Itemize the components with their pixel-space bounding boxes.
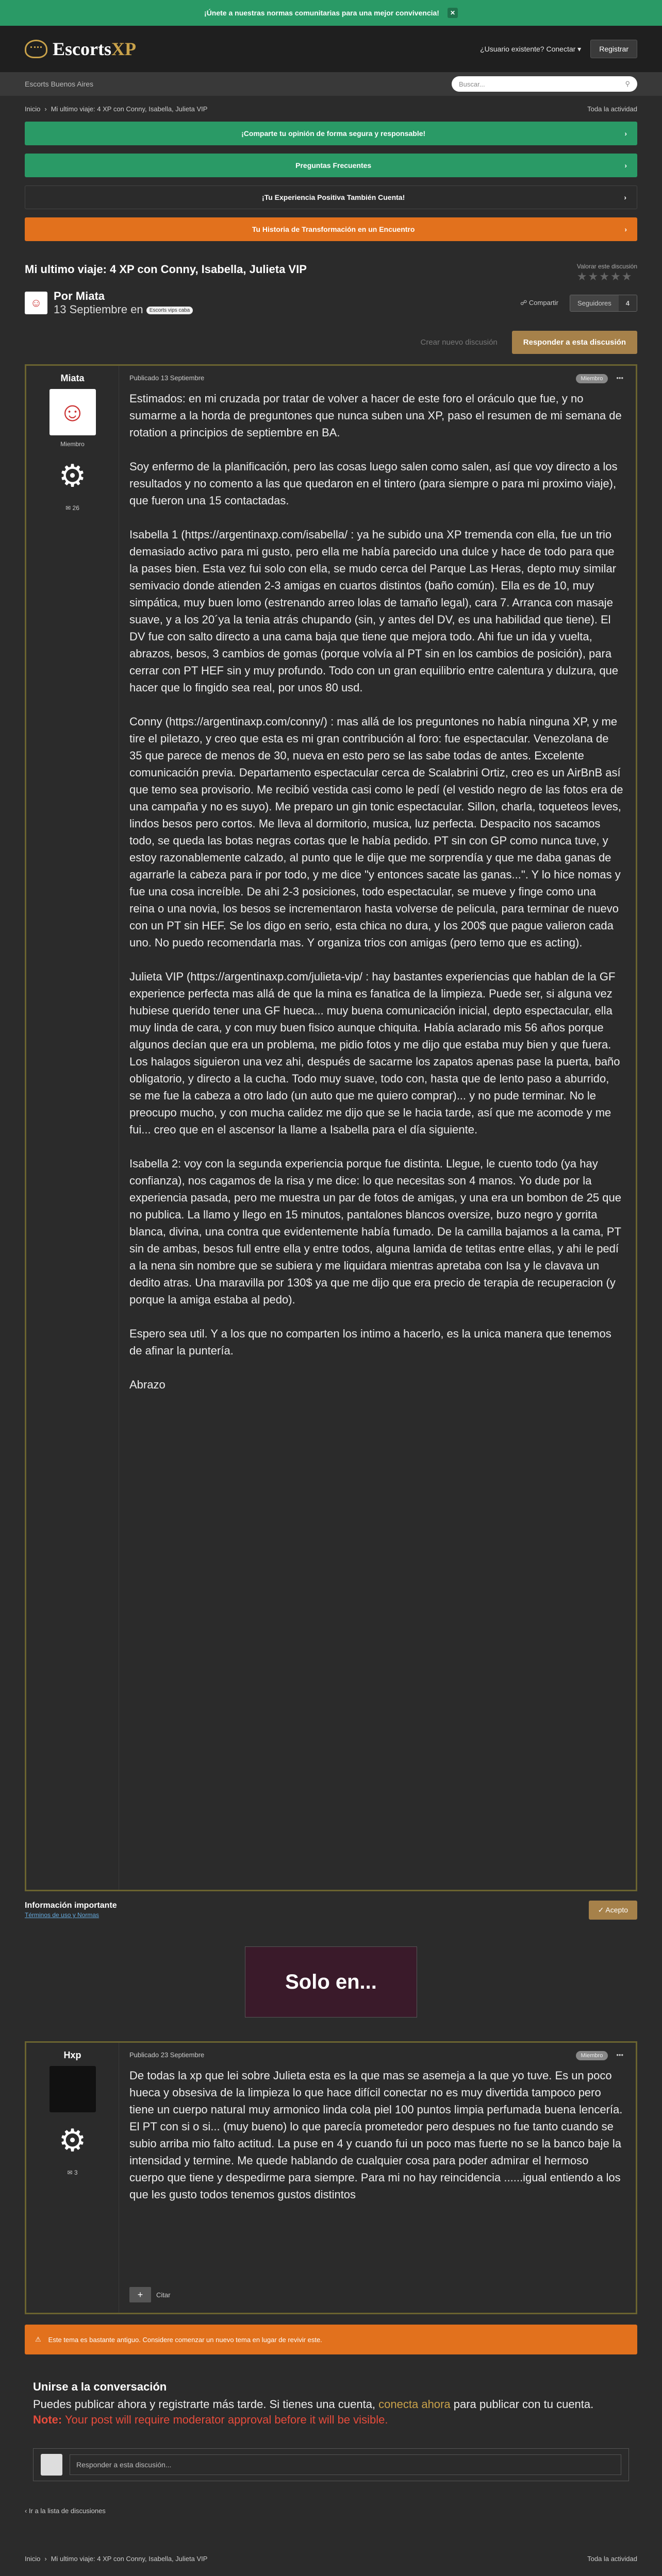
star-icons: ★★★★★ [576,270,633,283]
old-topic-warning: ⚠ Este tema es bastante antiguo. Considere comenzar un nuevo tema en lugar de revivir este. [25,2325,637,2354]
member-badge: Miembro [576,374,608,383]
connect-link[interactable]: conecta ahora [378,2398,451,2411]
site-logo[interactable]: EscortsXP [25,38,136,60]
rank-icon: ⚙ [58,459,87,493]
back-to-list-link[interactable]: ‹ Ir a la lista de discusiones [25,2507,106,2515]
share-icon: ☍ [520,299,527,307]
ad-banner[interactable]: Solo en... [245,1946,417,2018]
rating-widget[interactable]: Valorar este discusión ★★★★★ [576,263,637,283]
comment-icon: ✉ [65,504,71,512]
banner-faq[interactable]: Preguntas Frecuentes › [25,154,637,177]
comment-icon: ✉ [67,2169,73,2176]
breadcrumb-current[interactable]: Mi ultimo viaje: 4 XP con Conny, Isabella, Julieta VIP [51,2554,208,2563]
nav-item-site[interactable]: Escorts Buenos Aires [25,80,94,88]
top-announcement-bar [0,0,662,26]
chevron-right-icon: › [624,193,626,201]
breadcrumb: Inicio › Mi ultimo viaje: 4 XP con Conny, Isabella, Julieta VIP Toda la actividad [25,105,637,113]
member-role: Miembro [60,440,85,448]
chevron-right-icon: › [624,129,627,138]
important-info-bar: Información importante Términos de uso y Normas ✓ Acepto [25,1895,637,1926]
nav-bar [0,72,662,96]
follow-button[interactable]: Seguidores 4 [570,295,637,312]
share-button[interactable]: ☍ Compartir [520,299,558,307]
rank-icon: ⚙ [58,2123,87,2158]
topic-author[interactable]: Por Miata [54,290,105,302]
banner-positive[interactable]: ¡Tu Experiencia Positiva También Cuenta! › [25,185,637,209]
join-conversation: Unirse a la conversación Puedes publicar ahora y registrarte más tarde. Si tienes una cuenta, conecta ahora para publicar con tu cuenta. Note: Your post will require moderator approval before it will be visible. [33,2380,594,2426]
topic-title: Mi ultimo viaje: 4 XP con Conny, Isabella, Julieta VIP [25,263,307,276]
site-header [0,26,662,72]
terms-link[interactable]: Términos de uso y Normas [25,1911,100,1919]
chevron-right-icon: › [624,161,627,170]
reply-editor [33,2448,629,2481]
post-count: 3 [74,2169,78,2176]
breadcrumb-bottom: Inicio › Mi ultimo viaje: 4 XP con Conny, Isabella, Julieta VIP Toda la actividad [25,2554,637,2563]
close-icon[interactable]: ✕ [448,8,458,18]
post-hxp: Hxp ⚙ ✉ 3 Publicado 23 Septiembre Miembro ••• De todas la xp que lei sobre Julieta esta es la que mas se asemeja a la que yo tuve. Es un poco hueca y obsesiva de la limpieza lo que hace difícil conectar no es muy divertida tampoco pero tiene un cuerpo natural muy armonico linda cola piel 100 puntos limpia perfumada buena lencería. El PT con si o si... (muy bueno) lo que parecía prometedor pero despues no fue tanto cuando se subio arriba mio falto actitud. La puse en 4 y cuando fui un poco mas fuerte no se la banco baje la intensidad y termine. Me quede hablando de cualquier cosa para poder admirar el hermoso cuerpo que tiene y despedirme para siempre. Para mi no hay reincidencia ......igual entiendo a los que les gusto todos tenemos gustos distintos + Citar [25,2041,637,2314]
quote-button[interactable]: + [129,2287,151,2302]
follower-count: 4 [619,295,637,311]
banner-story[interactable]: Tu Historia de Transformación en un Encuentro › [25,217,637,241]
more-icon[interactable]: ••• [616,374,623,382]
start-topic-link[interactable]: Crear nuevo discusión [420,338,498,347]
more-icon[interactable]: ••• [616,2051,623,2059]
forum-tag[interactable]: Escorts vips caba [146,307,193,314]
author-avatar[interactable]: ☺ [25,292,47,314]
post-date[interactable]: Publicado 13 Septiembre [129,374,205,382]
banner-opinion[interactable]: ¡Comparte tu opinión de forma segura y responsable! › [25,122,637,145]
search-input[interactable]: Buscar... ⚲ [452,76,637,92]
post-date[interactable]: Publicado 23 Septiembre [129,2051,205,2059]
all-activity-link[interactable]: Toda la actividad [587,105,637,113]
post-count: 26 [72,504,79,512]
post-miata [25,364,637,1891]
author-avatar[interactable] [49,2066,96,2112]
author-avatar[interactable]: ☺ [49,389,96,435]
chevron-right-icon: › [624,225,627,233]
reply-topic-button[interactable]: Responder a esta discusión [512,331,637,354]
warning-icon: ⚠ [35,2335,41,2343]
post-author[interactable]: Hxp [63,2050,81,2060]
announcement-text[interactable]: ¡Únete a nuestras normas comunitarias para una mejor convivencia! [204,9,439,17]
register-button[interactable]: Registrar [590,40,637,58]
post-author[interactable]: Miata [60,373,85,383]
search-icon[interactable]: ⚲ [625,80,630,88]
breadcrumb-home[interactable]: Inicio [25,105,41,113]
breadcrumb-current[interactable]: Mi ultimo viaje: 4 XP con Conny, Isabella, Julieta VIP [51,105,208,113]
post-body: De todas la xp que lei sobre Julieta esta es la que mas se asemeja a la que yo tuve. Es un poco hueca y obsesiva de la limpieza lo que hace difícil conectar no es muy divertida tampoco pero tiene un cuerpo natural muy armonico linda cola piel 100 puntos limpia perfumada buena lencería. El PT con si o si... (muy bueno) lo que parecía prometedor pero despues no fue tanto cuando se subio arriba mio falto actitud. La puse en 4 y cuando fui un poco mas fuerte no se la banco baje la intensidad y termine. Me quede hablando de cualquier cosa para poder admirar el hermoso cuerpo que tiene y despedirme para siempre. Para mi no hay reincidencia ......igual entiendo a los que les gusto todos tenemos gustos distintos [129,2069,623,2201]
breadcrumb-home[interactable]: Inicio [25,2554,41,2563]
post-body: Estimados: en mi cruzada por tratar de volver a hacer de este foro el oráculo que fue, y no sumarme a la horda de preguntones que nunca suben una XP, paso el resumen de mi semana de rotation a principios de septiembre en BA. Soy enfermo de la planificación, pero las cosas luego salen como salen, así que voy directo a los resultados y no comento a las que quedaron en el tintero (para siempre o para mi proximo viaje), que fueron una 15 contactadas. Isabella 1 (https://argentinaxp.com/isabella/ : ya he subido una XP tremenda con ella, fue un trio demasiado activo para mi gusto, pero ella me había parecido una dulce y hace de todo para que la pases bien. Esta vez fui solo con ella, se mudo cerca del Parque Las Heras, depto muy similar semivacio donde atienden 2-3 amigas en cuartos distintos (baño común). Ella es de 10, muy simpática, muy buen lomo (estrenando arreo lolas de tamaño legal), cara 7. Arranca con masaje suave, y a los 20´ya la tenia atrás chupando (sin, y antes del DV, es una habilidad que tiene). El DV fue con salto directo a una cama baja que tiene que mejora todo. Ahi fue un ida y vuelta, abrazos, besos, 3 cambios de gomas (porque volvía al PT sin en los cambios de posición), para cerrar con PT HEF sin y muy profundo. Todo con un gran equilibrio entre calentura y dulzura, que hacer que lo fingido sea real, por unos 80 usd. Conny (https://argentinaxp.com/conny/) : mas allá de los preguntones no había ninguna XP, y me tire el piletazo, y creo que esta es mi gran contribución al foro: fue espectacular. Venezolana de 35 que parece de menos de 30, nueva en esto pero se las sabe todas de antes. Excelente comunicación previa. Departamento espectacular cerca de Scalabrini Ortiz, creo es un AirBnB así que temo sea provisorio. Me recibió vestida casi como le pedí (el vestido negro de las fotos era de una campaña y no es suyo). Me preparo un gin tonic espectacular. Sillon, charla, toqueteos leves, lindos besos pero cortos. Me lleva al dormitorio, musica, luz perfecta. Despacito nos sacamos todo, se queda las botas negras cortas que le había pedido. PT sin con GP como nunca tuve, y estoy razonablemente calzado, al punto que le dije que me sorprendía y que me daba ganas de agarrarle la cabeza para ir por todo, y me dice "y entonces sacate las ganas...". Y lo hice nomas y fue una cosa increíble. De ahi 2-3 posiciones, todo espectacular, se mueve y finge como una reina o una novia, los besos se incrementaron hasta volverse de pelicula, para terminar de nuevo con un PT sin HEF. Se los digo en serio, esta chica no dura, y los 200$ que pague valieron cada uno. No puedo recomendarla mas. Y organiza trios con amigas (pero temo que es acting). Julieta VIP (https://argentinaxp.com/julieta-vip/ : hay bastantes experiencias que hablan de la GF experience perfecta mas allá de que la mina es fanatica de la limpieza. Puede ser, si alguna vez hubiese querido tener una GF hueca... muy buena comunicación inicial, depto espectacular, ella muy linda de cara, y con muy buen fisico aunque chiquita. Había aclarado mis 56 años porque algunos decían que era un problema, me pidio fotos y me dijo que estaba muy bien y que fuera. Los halagos siguieron una vez ahi, después de sacarme los zapatos apenas pase la puerta, baño obligatorio, y directo a la cucha. Todo muy suave, todo con, hasta que de lento paso a aburrido, se me fue la cabeza a otro lado (un auto que me quiero comprar)... y no pude terminar. No le preocupo mucho, y con mucha calidez me dijo que se le hacia tarde, así que me acomode y me fui... creo que en el ascensor la llame a Isabella para el día siguiente. Isabella 2: voy con la segunda experiencia porque fue distinta. Llegue, le cuento todo (ya hay confianza), nos cagamos de la risa y me dice: lo que necesitas son 4 manos. Yo dude por la experiencia pasada, pero me muestra un par de fotos de amigas, y una era un bombon de 25 que no publica. La llamo y llego en 15 minutos, pantalones blancos oversize, buzo negro y gorrita blanca, divina, una contra que evidentemente había fumado. De la camilla bajamos a la cama, PT sin de ambas, besos full entre ella y entre todos, alguna lamida de tetitas entre ellas, y ahi le pedí a la nena sin nombre que se subiera y me liquidara mientras apretaba con Isa y le clavava un dedito atras. Una maravilla por 130$ ya que me dijo que era precio de terapia de recuperacion (y porque la amiga estaba al pedo). Espero sea util. Y a los que no comparten los intimo a hacerlo, es la unica manera que tenemos de afinar la puntería. Abrazo [129,392,623,1391]
accept-button[interactable]: ✓ Acepto [589,1901,637,1920]
mask-icon [25,40,47,58]
sign-in-link[interactable]: ¿Usuario existente? Conectar ▾ [480,44,582,53]
reply-input[interactable]: Responder a esta discusión... [70,2454,621,2475]
guest-avatar [41,2454,62,2476]
all-activity-link[interactable]: Toda la actividad [587,2554,637,2563]
member-badge: Miembro [576,2051,608,2060]
